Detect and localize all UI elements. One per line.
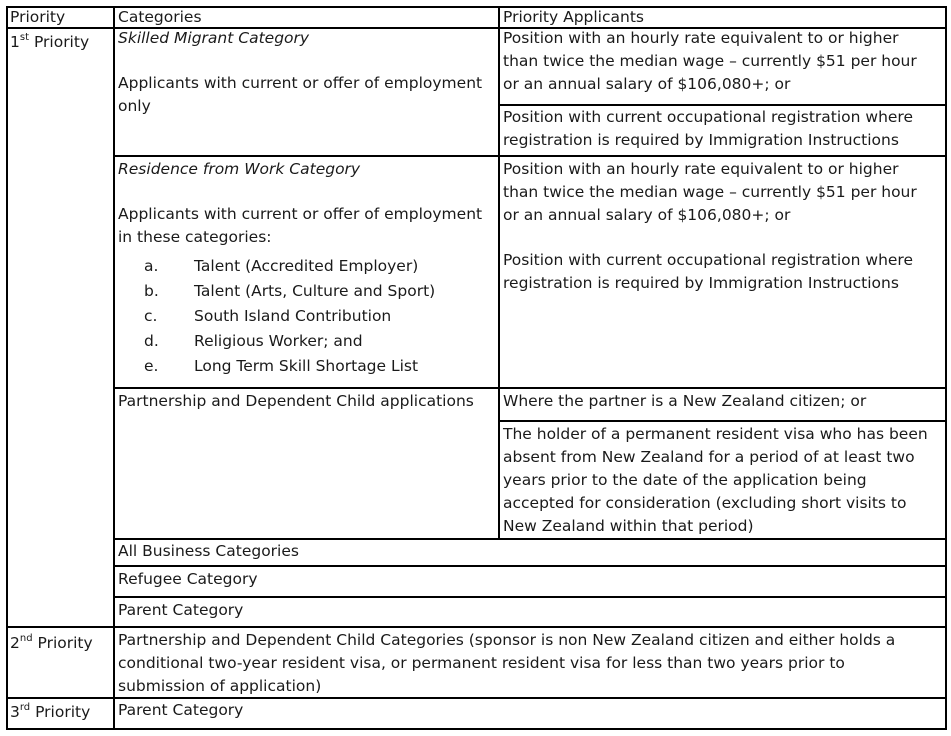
- rule-refugee-bottom: [114, 596, 947, 598]
- rule-first-bottom: [6, 626, 947, 628]
- partnership-app2-line: accepted for consideration (excluding short visits to: [503, 494, 907, 512]
- skilled-app1-line: Position with an hourly rate equivalent to or higher: [503, 29, 899, 47]
- rfw-desc-line2: in these categories:: [118, 228, 272, 246]
- rfw-list-item: South Island Contribution: [194, 307, 392, 325]
- rule-right: [945, 6, 947, 730]
- business-category: All Business Categories: [118, 542, 299, 560]
- rule-left: [6, 6, 8, 730]
- rfw-app-line: than twice the median wage – currently $51 per hour: [503, 183, 917, 201]
- rule-skilled-bottom: [114, 155, 947, 157]
- rfw-desc-line1: Applicants with current or offer of employment: [118, 205, 483, 223]
- priority-second-label: 2nd Priority: [10, 632, 93, 652]
- rule-col1: [113, 6, 115, 730]
- rfw-app-line: or an annual salary of $106,080+; or: [503, 206, 791, 224]
- rfw-app-line: Position with current occupational registration where: [503, 251, 914, 269]
- rfw-list-letter: b.: [144, 282, 159, 300]
- second-priority-line: conditional two-year resident visa, or permanent resident visa for less than two years prior to: [118, 654, 845, 672]
- header-priority: Priority: [10, 8, 66, 26]
- second-priority-line: submission of application): [118, 677, 322, 695]
- second-priority-line: Partnership and Dependent Child Categories (sponsor is non New Zealand citizen and either holds a: [118, 631, 896, 649]
- priority-first-label: 1st Priority: [10, 31, 90, 51]
- header-categories: Categories: [118, 8, 202, 26]
- header-applicants: Priority Applicants: [503, 8, 644, 26]
- rule-rfw-bottom: [114, 387, 947, 389]
- skilled-desc-line1: Applicants with current or offer of employment: [118, 74, 483, 92]
- skilled-desc-line2: only: [118, 97, 151, 115]
- rule-business-bottom: [114, 565, 947, 567]
- rfw-list-letter: a.: [144, 257, 159, 275]
- rfw-title: Residence from Work Category: [118, 160, 361, 178]
- refugee-category: Refugee Category: [118, 570, 258, 588]
- skilled-title: Skilled Migrant Category: [118, 29, 310, 47]
- rule-partner-split: [499, 420, 947, 422]
- partnership-app2-line: New Zealand within that period): [503, 517, 754, 535]
- parent-category: Parent Category: [118, 601, 244, 619]
- skilled-app2-line: Position with current occupational registration where: [503, 108, 914, 126]
- partnership-app2-line: absent from New Zealand for a period of at least two: [503, 448, 915, 466]
- rfw-list-letter: e.: [144, 357, 159, 375]
- rfw-app-line: registration is required by Immigration Instructions: [503, 274, 899, 292]
- rfw-app-line: Position with an hourly rate equivalent to or higher: [503, 160, 899, 178]
- skilled-app1-line: or an annual salary of $106,080+; or: [503, 75, 791, 93]
- skilled-app2-line: registration is required by Immigration Instructions: [503, 131, 899, 149]
- priority-third-label: 3rd Priority: [10, 701, 91, 721]
- third-priority-category: Parent Category: [118, 701, 244, 719]
- rule-col2: [498, 6, 500, 540]
- rfw-list-item: Long Term Skill Shortage List: [194, 357, 419, 375]
- skilled-app1-line: than twice the median wage – currently $51 per hour: [503, 52, 917, 70]
- rfw-list-item: Talent (Arts, Culture and Sport): [194, 282, 436, 300]
- rfw-list-letter: c.: [144, 307, 158, 325]
- rule-bottom: [6, 728, 947, 730]
- rfw-list-item: Talent (Accredited Employer): [194, 257, 419, 275]
- partnership-app2-line: years prior to the date of the application being: [503, 471, 867, 489]
- rfw-list-letter: d.: [144, 332, 159, 350]
- rfw-list-item: Religious Worker; and: [194, 332, 363, 350]
- partnership-label: Partnership and Dependent Child applications: [118, 392, 474, 410]
- partnership-app1: Where the partner is a New Zealand citizen; or: [503, 392, 867, 410]
- partnership-app2-line: The holder of a permanent resident visa who has been: [503, 425, 928, 443]
